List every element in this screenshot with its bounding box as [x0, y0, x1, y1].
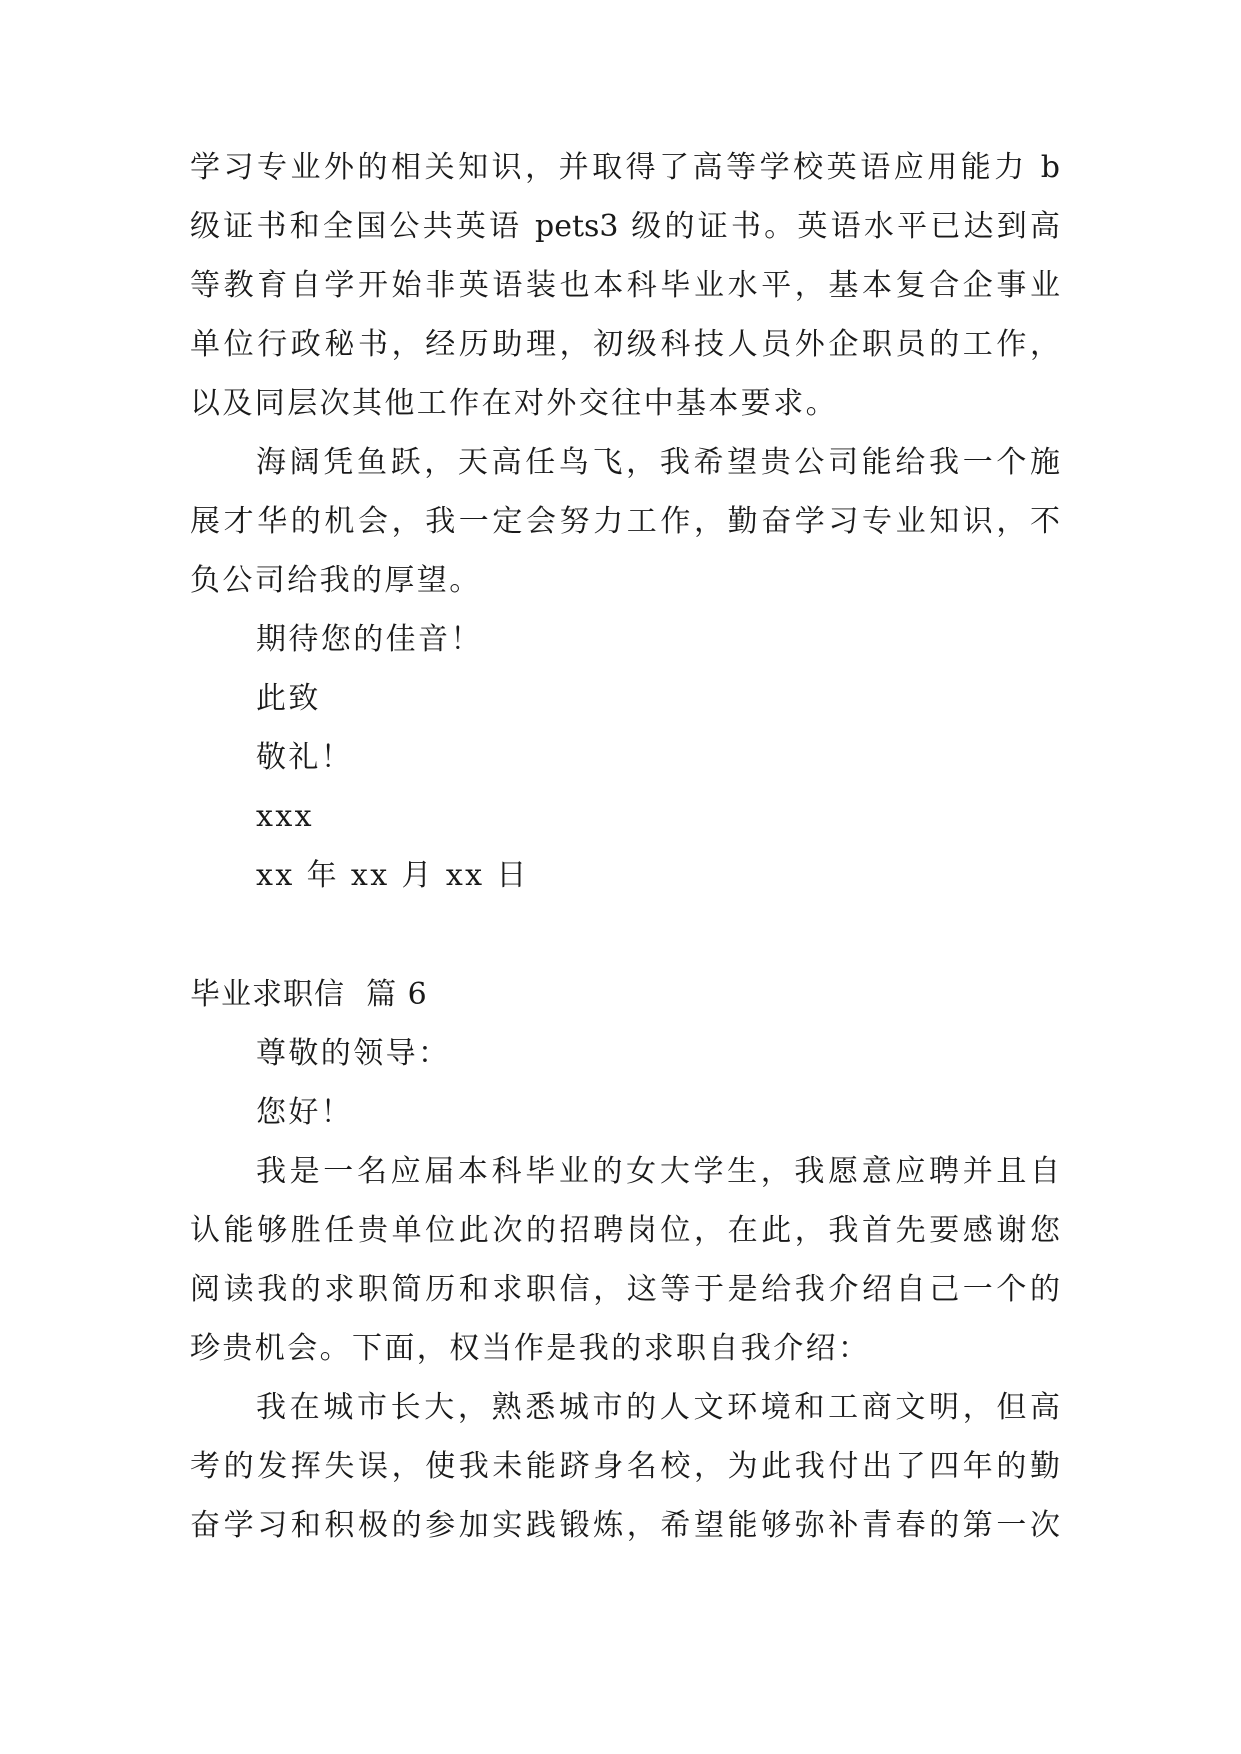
- greeting-hello: 您好！: [256, 1095, 354, 1130]
- closing-salutation-2: 敬礼！: [256, 740, 354, 775]
- paragraph-1-line-1: 学习专业外的相关知识，并取得了高等学校英语应用能力 b: [190, 150, 1060, 185]
- signature: xxx: [256, 799, 314, 834]
- paragraph-4-line-3: 奋学习和积极的参加实践锻炼，希望能够弥补青春的第一次: [190, 1508, 1060, 1543]
- paragraph-3-line-2: 认能够胜任贵单位此次的招聘岗位，在此，我首先要感谢您: [190, 1213, 1060, 1248]
- paragraph-1-line-5: 以及同层次其他工作在对外交往中基本要求。: [190, 386, 838, 421]
- greeting-addressee: 尊敬的领导：: [256, 1036, 451, 1071]
- paragraph-2-line-2: 展才华的机会，我一定会努力工作，勤奋学习专业知识，不: [190, 504, 1060, 539]
- paragraph-1-line-2: 级证书和全国公共英语 pets3 级的证书。英语水平已达到高: [190, 209, 1060, 244]
- paragraph-3-line-3: 阅读我的求职简历和求职信，这等于是给我介绍自己一个的: [190, 1272, 1060, 1307]
- paragraph-3-line-1: 我是一名应届本科毕业的女大学生，我愿意应聘并且自: [256, 1154, 1060, 1189]
- paragraph-4-line-2: 考的发挥失误，使我未能跻身名校，为此我付出了四年的勤: [190, 1449, 1060, 1484]
- paragraph-1-line-3: 等教育自学开始非英语装也本科毕业水平，基本复合企事业: [190, 268, 1060, 303]
- section-title: 毕业求职信 篇 6: [190, 977, 428, 1012]
- date: xx 年 xx 月 xx 日: [256, 858, 529, 893]
- closing-salutation-1: 此致: [256, 681, 321, 716]
- paragraph-2-line-3: 负公司给我的厚望。: [190, 563, 482, 598]
- paragraph-4-line-1: 我在城市长大，熟悉城市的人文环境和工商文明，但高: [256, 1390, 1060, 1425]
- closing-expectation: 期待您的佳音！: [256, 622, 483, 657]
- paragraph-1-line-4: 单位行政秘书，经历助理，初级科技人员外企职员的工作，: [190, 327, 1060, 362]
- paragraph-2-line-1: 海阔凭鱼跃，天高任鸟飞，我希望贵公司能给我一个施: [256, 445, 1060, 480]
- paragraph-3-line-4: 珍贵机会。下面，权当作是我的求职自我介绍：: [190, 1331, 871, 1366]
